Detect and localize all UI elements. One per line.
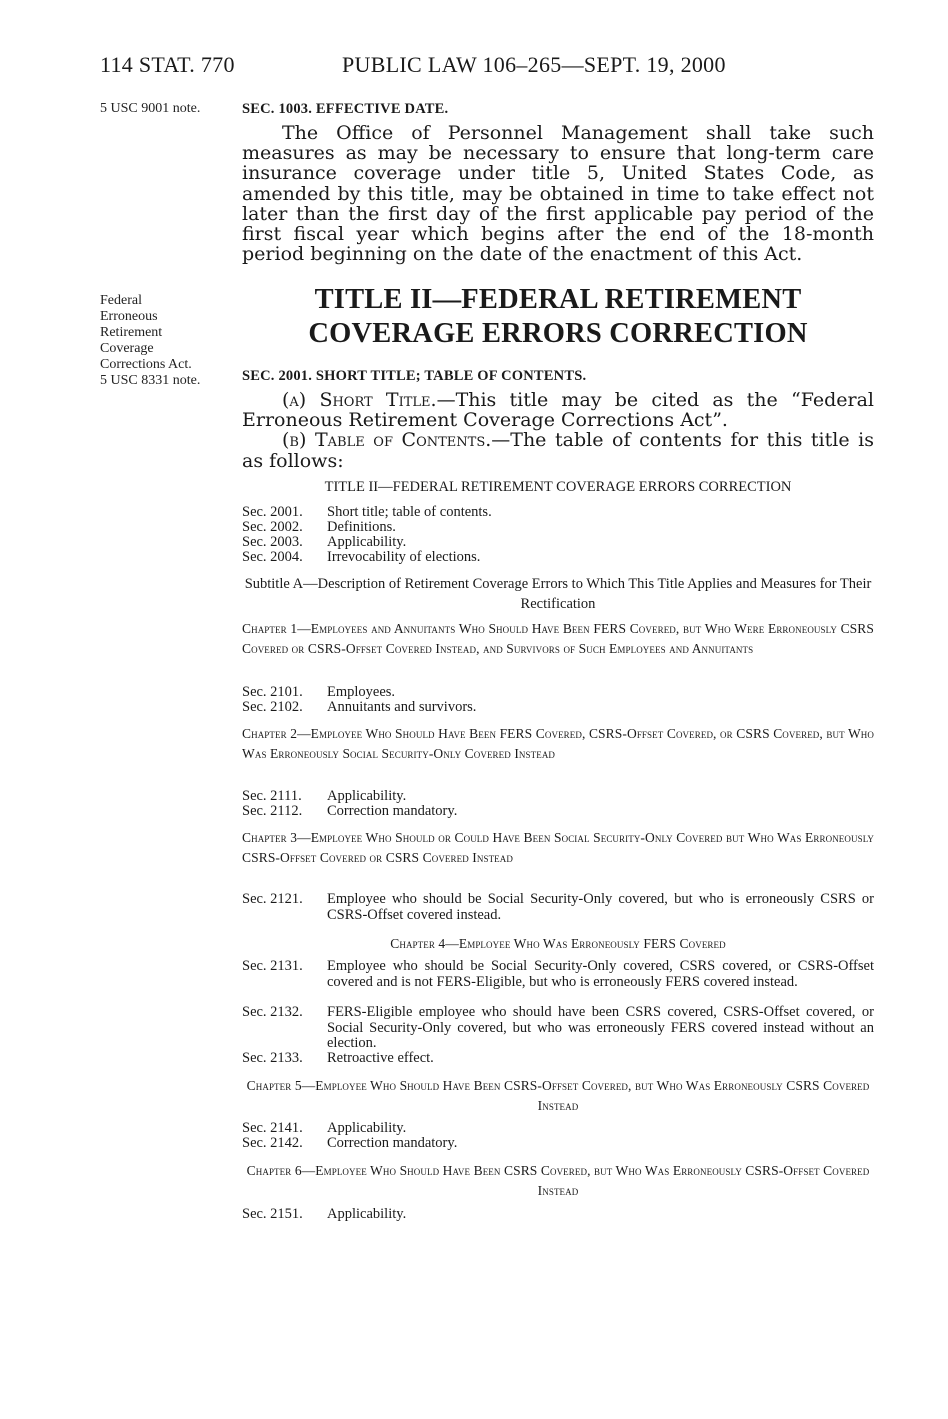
chapter-3-heading: Chapter 3—Employee Who Should or Could Have Been Social Security-Only Covered but Who Was Erroneously CSRS-Offset Covered or CSRS Covered Instead	[242, 830, 875, 865]
page-number-header: 114 STAT. 770	[100, 52, 235, 77]
toc-entry-text: Employee who should be Social Security-Only covered, but who is erroneously CSRS or CSRS-Offset covered instead.	[327, 891, 874, 923]
subsection-b-label: (b) Table of Contents.	[282, 429, 492, 452]
margin-note-line: Corrections Act.	[100, 357, 192, 372]
subsection-a-text: —This title may be cited as the “Federal Erroneous Retirement Coverage Corrections Act”.	[242, 389, 874, 432]
toc-entry-num: Sec. 2112.	[242, 803, 303, 819]
toc-entry-num: Sec. 2004.	[242, 549, 303, 565]
toc-entry-num: Sec. 2141.	[242, 1120, 303, 1136]
chapter-1-heading: Chapter 1—Employees and Annuitants Who Should Have Been FERS Covered, but Who Were Erroneously CSRS Covered or CSRS-Offset Covered Instead, and Survivors of Such Employees and Annuitants	[242, 621, 874, 656]
toc-entry-num: Sec. 2101.	[242, 684, 303, 700]
toc-entry-num: Sec. 2111.	[242, 788, 302, 804]
toc-entry-text: Definitions.	[327, 519, 396, 535]
toc-entry-text: Applicability.	[327, 788, 407, 804]
sec-1003-body	[242, 123, 874, 264]
toc-entry-num: Sec. 2151.	[242, 1206, 303, 1222]
chapter-6-heading: Chapter 6—Employee Who Should Have Been CSRS Covered, but Who Was Erroneously CSRS-Offset Covered Instead	[246, 1163, 870, 1198]
toc-entry-num: Sec. 2131.	[242, 958, 303, 974]
toc-entry-num: Sec. 2142.	[242, 1135, 303, 1151]
sec-1003-paragraph: The Office of Personnel Management shall take such measures as may be necessary to ensure that long-term care insurance coverage under title 5, United States Code, as amended by this title, may be obtained in time to take effect not later than the first day of the first applicable pay period of the first fiscal year which begins after the end of the 18-month period beginning on the date of the enactment of this Act.	[242, 122, 874, 266]
table-of-contents	[242, 480, 874, 1240]
toc-entry-num: Sec. 2133.	[242, 1050, 303, 1066]
sec-2001-a	[242, 390, 874, 430]
toc-entry-text: Applicability.	[327, 534, 407, 550]
toc-entry-text: Correction mandatory.	[327, 1135, 458, 1151]
margin-note-line: 5 USC 8331 note.	[100, 373, 201, 388]
toc-entry-text: Annuitants and survivors.	[327, 699, 477, 715]
title-line-2: COVERAGE ERRORS CORRECTION	[308, 318, 808, 349]
margin-note-usc-9001: 5 USC 9001 note.	[100, 101, 201, 116]
toc-entry-text: Applicability.	[327, 1206, 407, 1222]
sec-2001-body	[242, 390, 874, 471]
chapter-4-heading: Chapter 4—Employee Who Was Erroneously FERS Covered	[390, 936, 726, 951]
sec-2001-heading: SEC. 2001. SHORT TITLE; TABLE OF CONTENTS.	[242, 368, 587, 384]
title-line-1: TITLE II—FEDERAL RETIREMENT	[314, 284, 802, 315]
margin-note-line: Coverage	[100, 341, 154, 356]
toc-entry-text: Employee who should be Social Security-Only covered, CSRS covered, or CSRS-Offset covered and is not FERS-Eligible, but who is erroneously FERS covered instead.	[327, 958, 874, 990]
toc-entry-text: Applicability.	[327, 1120, 407, 1136]
toc-entry-num: Sec. 2002.	[242, 519, 303, 535]
toc-entry-text: Correction mandatory.	[327, 803, 458, 819]
title-ii-heading	[242, 283, 874, 351]
toc-entry-text: Retroactive effect.	[327, 1050, 434, 1066]
sec-2001-b	[242, 430, 874, 470]
toc-entry-text: FERS-Eligible employee who should have been CSRS covered, CSRS-Offset covered, or Social Security-Only covered, but who was erroneously FERS covered instead without an election.	[327, 1004, 874, 1051]
toc-entry-num: Sec. 2102.	[242, 699, 303, 715]
toc-entry-num: Sec. 2001.	[242, 504, 303, 520]
subsection-b-text: —The table of contents for this title is as follows:	[242, 429, 874, 472]
sec-1003-heading: SEC. 1003. EFFECTIVE DATE.	[242, 101, 449, 117]
toc-entry-text: Short title; table of contents.	[327, 504, 492, 520]
toc-entry-text: Irrevocability of elections.	[327, 549, 481, 565]
margin-note-line: Erroneous	[100, 309, 158, 324]
toc-entry-num: Sec. 2003.	[242, 534, 303, 550]
subtitle-a-heading: Subtitle A—Description of Retirement Coverage Errors to Which This Title Applies and Measures for Their Rectification	[244, 576, 872, 612]
toc-entry-text: Employees.	[327, 684, 396, 700]
subsection-a-label: (a) Short Title.	[282, 389, 437, 411]
chapter-5-heading: Chapter 5—Employee Who Should Have Been CSRS-Offset Covered, but Who Was Erroneously CSRS Covered Instead	[246, 1078, 870, 1113]
toc-entry-num: Sec. 2121.	[242, 891, 303, 907]
chapter-2-heading: Chapter 2—Employee Who Should Have Been FERS Covered, CSRS-Offset Covered, or CSRS Covered, but Who Was Erroneously Social Security-Only Covered Instead	[242, 726, 874, 761]
law-citation-header: PUBLIC LAW 106–265—SEPT. 19, 2000	[342, 52, 726, 77]
margin-note-line: Federal	[100, 293, 142, 308]
toc-title-heading: TITLE II—FEDERAL RETIREMENT COVERAGE ERRORS CORRECTION	[324, 479, 792, 495]
margin-note-line: Retirement	[100, 325, 163, 340]
toc-entry-num: Sec. 2132.	[242, 1004, 303, 1020]
margin-note-ferc-act	[100, 293, 200, 389]
